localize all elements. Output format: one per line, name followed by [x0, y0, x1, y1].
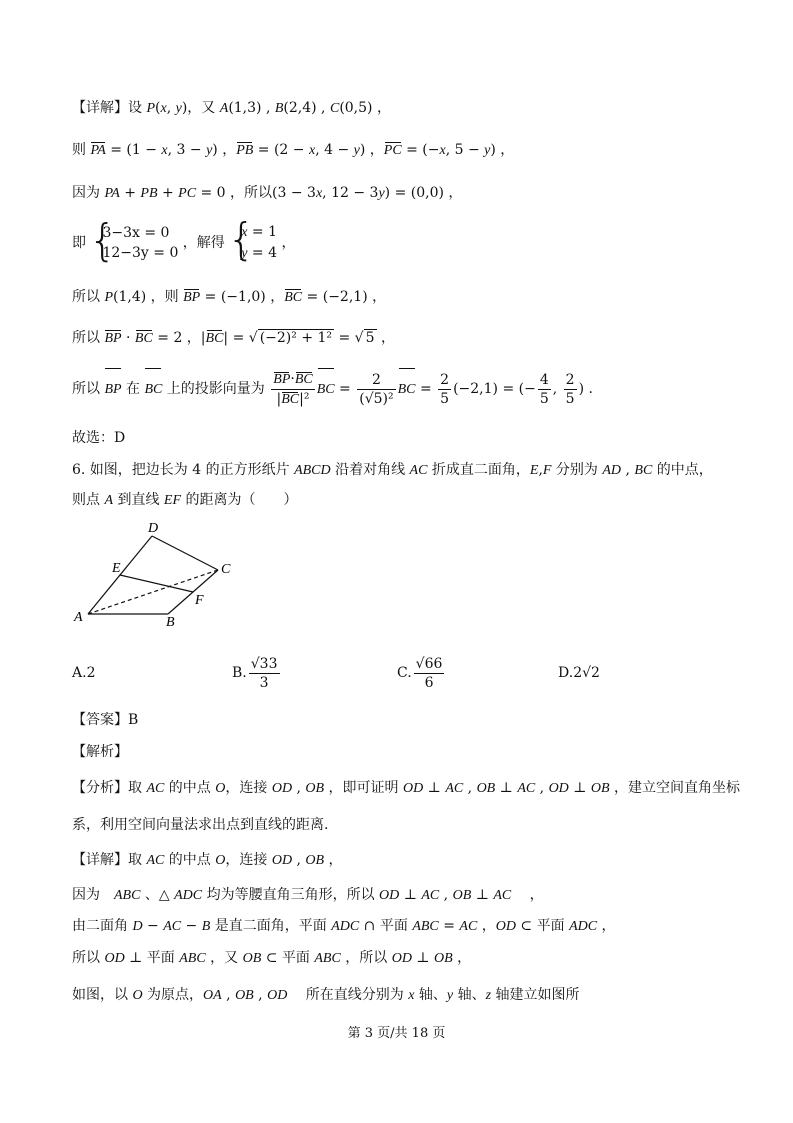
detail-line-2: 因为 ABC 、△ ADC 均为等腰直角三角形，所以 OD ⊥ AC , OB ⊥ AC ， — [72, 887, 544, 903]
label-e: E — [112, 561, 121, 576]
label-c: C — [221, 562, 231, 577]
dot-product-line: 所以 BP · BC = 2 ，|BC| = √ (−2)² + 1² = √ 5 ， — [72, 328, 395, 349]
previous-answer-line: 故选：D — [72, 430, 126, 446]
detail-line-1: 【详解】取 AC 的中点 O，连接 OD , OB ， — [72, 852, 343, 868]
label-f: F — [195, 593, 204, 608]
point-p-line: 所以 P(1,4) ，则 BP = (−1,0) ，BC = (−2,1) ， — [72, 287, 386, 308]
page-footer: 第 3 页/共 18 页 — [347, 1026, 446, 1041]
segment-ef — [120, 575, 193, 592]
option-b: B. $\frac{√33}{3}$ — [232, 655, 278, 691]
detail-line-5: 如图，以 O 为原点，OA , OB , OD 所在直线分别为 x 轴、y 轴、z 轴建立如图所 — [72, 987, 580, 1003]
vector-sum-line: 因为 PA + PB + PC = 0 ，所以(3 − 3x, 12 − 3y) = (0,0) ， — [72, 185, 463, 201]
label-a: A — [74, 610, 83, 625]
vector-definitions-line: 则 PA = (1 − x, 3 − y) ，PB = (2 − x, 4 − y) ，PC = (−x, 5 − y) ， — [72, 140, 514, 161]
detail-line-3: 由二面角 D − AC − B 是直二面角，平面 ADC ∩ 平面 ABC = AC ，OD ⊂ 平面 ADC ， — [72, 918, 616, 934]
question-6-line-2: 则点 A 到直线 EF 的距离为（ ） — [72, 492, 298, 508]
edge-dc — [152, 536, 218, 570]
analysis-tag: 【解析】 — [72, 744, 128, 760]
folded-square-figure — [70, 518, 250, 630]
equation-system-line: 即 { 3−3x = 0 12−3y = 0 ，解得 { x = 1 y = 4 ， — [72, 222, 295, 264]
question-6-line-1: 6. 如图，把边长为 4 的正方形纸片 ABCD 沿着对角线 AC 折成直二面角，E,F 分别为 AD , BC 的中点， — [72, 462, 713, 478]
analysis-line-1: 【分析】取 AC 的中点 O，连接 OD , OB ，即可证明 OD ⊥ AC , OB ⊥ AC , OD ⊥ OB ，建立空间直角坐标 — [72, 780, 740, 796]
option-a: A. 2 — [72, 665, 96, 681]
analysis-line-2: 系，利用空间向量法求出点到直线的距离. — [72, 817, 329, 833]
label-d: D — [148, 521, 159, 536]
detail-line-4: 所以 OD ⊥ 平面 ABC ，又 OB ⊂ 平面 ABC ，所以 OD ⊥ OB ， — [72, 950, 472, 966]
projection-line: 所以 BP 在 BC 上的投影向量为 $\frac{BP\cdot BC}{\text{|BC|²}}$ BC = $\frac{2}{\text{(√5)²}}$ BC = $\frac{2}{5}$ (−2,1) = (− $\frac{4}{5}$ , $\frac{2}{5}$ ) . — [72, 366, 593, 413]
solution-system: { x = 1 y = 4 — [229, 222, 277, 264]
answer-line: 【答案】B — [72, 712, 139, 728]
option-d: D. 2√2 — [558, 665, 600, 681]
equation-system: { 3−3x = 0 12−3y = 0 — [90, 223, 178, 263]
solution-detail-line-1: 【详解】设 P(x, y)，又 A(1,3) , B(2,4) , C(0,5) ， — [72, 100, 391, 116]
option-c: C. $\frac{√66}{6}$ — [397, 655, 443, 691]
label-b: B — [166, 615, 175, 630]
